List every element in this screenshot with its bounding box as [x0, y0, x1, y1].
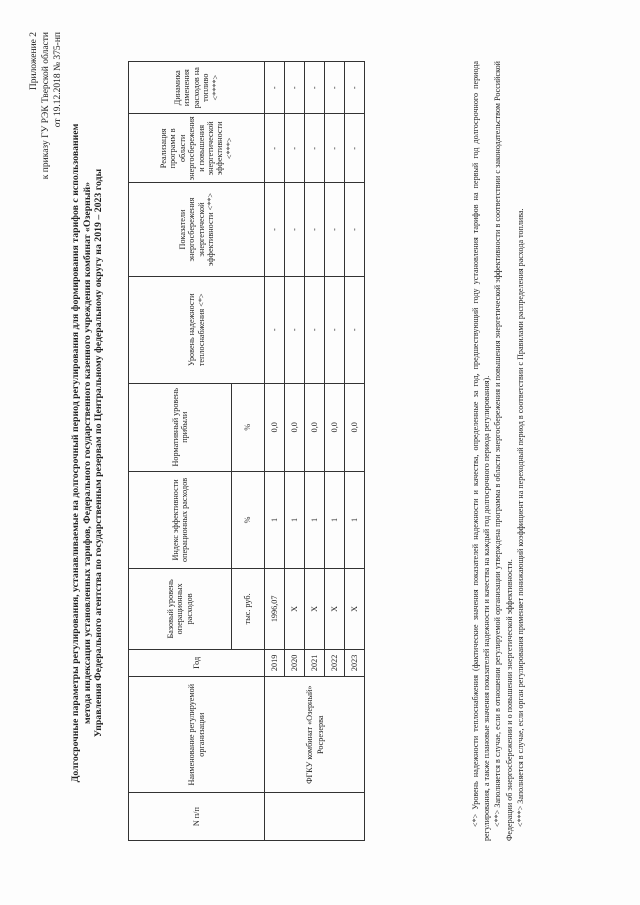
cell-base: Х — [285, 569, 305, 649]
header-base-level: Базовый уровень операционных расходов — [129, 569, 232, 649]
table-row — [265, 62, 285, 841]
cell-index: 1 — [265, 471, 285, 569]
cell-year: 2020 — [285, 649, 305, 677]
header-num: N п/п — [129, 793, 265, 841]
title-line-2: метода индексации установленных тарифов, Федерального государственного казенного учреждения комбинат «Озерный» — [81, 181, 93, 725]
header-fuel-dynamics: Динамика изменения расходов на топливо <****> — [129, 62, 265, 114]
appendix-label: Приложение 2 — [29, 32, 39, 91]
cell-fuel: - — [285, 62, 305, 114]
cell-energy: - — [325, 183, 345, 276]
footnote-1: <*> Уровень надежности теплоснабжения (фактические значения показателей надежности и качества, определенные за год, предшествующий году установления тарифов на первый год долгосрочного периода регулирования, а также плановые значения показателей надежности и качества на каждый год долгосрочного периода регулирования). — [471, 61, 492, 841]
cell-program: - — [265, 114, 285, 183]
cell-base: 1996,07 — [265, 569, 285, 649]
cell-index: 1 — [305, 471, 325, 569]
cell-reliability: - — [305, 276, 325, 383]
table-header-row — [129, 62, 232, 841]
cell-year: 2022 — [325, 649, 345, 677]
title-line-1: Долгосрочные параметры регулирования, устанавливаемые на долгосрочный период регулирования для формирования тарифов с использованием — [70, 123, 81, 783]
cell-energy: - — [265, 183, 285, 276]
unit-base: тыс. руб. — [232, 569, 265, 649]
cell-year: 2019 — [265, 649, 285, 677]
cell-profit: 0,0 — [305, 383, 325, 471]
org-name: ФГКУ комбинат «Озерный» Росрезерва — [265, 677, 365, 793]
order-reference: к приказу ГУ РЭК Тверской области — [41, 32, 51, 180]
cell-index: 1 — [345, 471, 365, 569]
header-efficiency-index: Индекс эффективности операционных расходов — [129, 471, 232, 569]
cell-program: - — [345, 114, 365, 183]
cell-program: - — [325, 114, 345, 183]
cell-year: 2023 — [345, 649, 365, 677]
cell-fuel: - — [305, 62, 325, 114]
row-num — [265, 793, 365, 841]
cell-energy: - — [305, 183, 325, 276]
title-line-3: Управления Федерального агентства по государственным резервам по Центральному федеральному округу на 2019 – 2023 годы — [93, 168, 105, 738]
cell-reliability: - — [265, 276, 285, 383]
cell-fuel: - — [325, 62, 345, 114]
footnote-2: <**> Заполняется в случае, если в отношении регулируемой организации утверждена программа в области энергосбережения и повышения энергетической эффективности в соответствии с законодательством Российской Федерации об энергосбережении и о повышении энергетической эффективности. — [493, 61, 514, 841]
order-date: от 19.12.2018 № 375-нп — [53, 32, 63, 128]
cell-year: 2021 — [305, 649, 325, 677]
cell-profit: 0,0 — [265, 383, 285, 471]
cell-base: Х — [345, 569, 365, 649]
cell-fuel: - — [265, 62, 285, 114]
footnotes — [470, 61, 526, 841]
cell-reliability: - — [325, 276, 345, 383]
cell-fuel: - — [345, 62, 365, 114]
cell-energy: - — [345, 183, 365, 276]
header-year: Год — [129, 649, 265, 677]
header-org: Наименование регулируемой организации — [129, 677, 265, 793]
cell-index: 1 — [325, 471, 345, 569]
footnote-3: <***> Заполняется в случае, если орган регулирования применяет понижающий коэффициент на переходный период в соответствии с Правилами распределения расхода топлива. — [515, 208, 525, 827]
header-energy-saving: Показатели энергосбережения энергетической эффективности <**> — [129, 183, 265, 276]
cell-profit: 0,0 — [345, 383, 365, 471]
cell-base: Х — [305, 569, 325, 649]
cell-profit: 0,0 — [325, 383, 345, 471]
cell-energy: - — [285, 183, 305, 276]
cell-index: 1 — [285, 471, 305, 569]
cell-program: - — [305, 114, 325, 183]
unit-profit: % — [232, 383, 265, 471]
cell-program: - — [285, 114, 305, 183]
header-profit-level: Нормативный уровень прибыли — [129, 383, 232, 471]
unit-index: % — [232, 471, 265, 569]
cell-base: Х — [325, 569, 345, 649]
document-title — [70, 53, 105, 853]
header-reliability: Уровень надежности теплоснабжения <*> — [129, 276, 265, 383]
cell-reliability: - — [285, 276, 305, 383]
header-programs: Реализация программ в области энергосбережения и повышения энергетической эффективности <***> — [129, 114, 265, 183]
parameters-table — [128, 61, 365, 841]
cell-reliability: - — [345, 276, 365, 383]
cell-profit: 0,0 — [285, 383, 305, 471]
